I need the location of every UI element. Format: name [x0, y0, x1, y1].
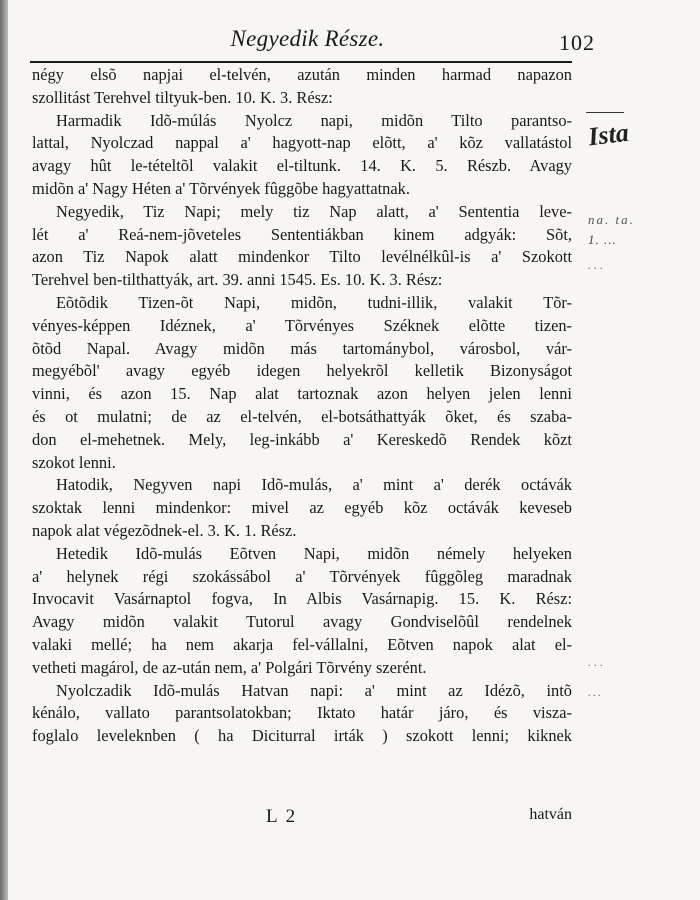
text-line: Negyedik, Tiz Napi; mely tiz Nap alatt, a' Sententia leve- — [56, 201, 572, 221]
handwritten-marginal-note: ... — [588, 258, 606, 272]
page-number: 102 — [559, 30, 595, 55]
handwritten-marginal-note: 1. ... — [588, 232, 617, 247]
text-line: azon Tiz Napok alatt mindenkor Tilto levélnélkûl-is a' Szokott — [32, 247, 572, 267]
text-line: Hetedik Idõ-mulás Eõtven Napi, midõn némely helyeken — [56, 543, 572, 563]
signature-mark: L 2 — [266, 806, 298, 827]
text-line: vényes-képpen Idéznek, a' Tõrvényes Széknek elõtte tizen- — [32, 315, 572, 335]
text-line: négy elsõ napjai el-telvén, azután minden harmad napazon — [32, 65, 572, 84]
text-line: lét a' Reá-nem-jõveteles Sententiákban kinem adgyák: Sõt, — [32, 224, 572, 244]
text-line: Terehvel ben-tilthattyák, art. 39. anni 1545. Es. 10. K. 3. Rész: — [32, 270, 443, 290]
text-line: õtõd Napal. Avagy midõn más tartománybol, városbol, vár- — [32, 338, 572, 358]
text-line: Invocavit Vasárnaptol fogva, In Albis Vasárnapig. 15. K. Rész: — [32, 589, 572, 609]
page-gutter-shadow — [0, 0, 8, 900]
text-line: Harmadik Idõ-múlás Nyolcz napi, midõn Tilto parantso- — [56, 110, 572, 130]
text-line: a' helynek régi szokássábol a' Tõrvények fûggõleg maradnak — [32, 566, 572, 586]
text-line: Nyolczadik Idõ-mulás Hatvan napi: a' mint az Idézõ, intõ — [56, 680, 572, 700]
text-line: lattal, Nyolczad nappal a' hagyott-nap elõtt, a' kõz vallatástol — [32, 133, 572, 153]
marginal-mark — [586, 112, 624, 113]
text-line: Hatodik, Negyven napi Idõ-mulás, a' mint a' derék octávák — [56, 475, 572, 495]
text-line: don el-mehetnek. Mely, leg-inkább a' Kereskedõ Rendek kõzt — [32, 429, 572, 449]
text-line: midõn a' Nagy Héten a' Tõrvények fûggõbe hagyattatnak. — [32, 178, 410, 198]
text-line: vinni, és azon 15. Nap alat tartoznak azon helyen jelen lenni — [32, 384, 572, 404]
text-line: vetheti magárol, de az-után nem, a' Polgári Tõrvény szerént. — [32, 657, 427, 677]
page-footer — [32, 806, 572, 830]
running-title: Negyedik Része. — [230, 26, 385, 51]
text-line: avagy hût le-tételtõl valakit el-tiltunk. 14. K. 5. Részb. Avagy — [32, 156, 572, 176]
handwritten-marginal-note: ... — [588, 655, 606, 669]
text-line: Eõtõdik Tizen-õt Napi, midõn, tudni-illik, valakit Tõr- — [56, 292, 572, 312]
text-line: szoktak lenni mindenkor: mivel az egyéb kõz octávák keveseb — [32, 498, 572, 518]
page-header — [20, 26, 595, 64]
header-rule — [30, 61, 572, 63]
text-line: szokot lenni. — [32, 452, 116, 472]
text-line: foglalo leveleknben ( ha Diciturral irták ) szokott lenni; kiknek — [32, 726, 572, 746]
handwritten-marginal-note: na. ta. — [588, 212, 635, 227]
catchword: hatván — [529, 806, 572, 823]
text-line: kénálo, vallato parantsolatokban; Iktato határ járo, és visza- — [32, 703, 572, 723]
text-line: megyébõl' avagy egyéb idegen helyekrõl kelletik Bizonyságot — [32, 361, 572, 381]
text-line: valaki mellé; ha nem akarja fel-vállalni, Eõtven napok alat el- — [32, 634, 572, 654]
text-line: és ot mulatni; de az el-telvén, el-botsáthattyák õket, és szaba- — [32, 406, 572, 426]
handwritten-marginal-note: ... — [588, 685, 603, 699]
text-line: napok alat végezõdnek-el. 3. K. 1. Rész. — [32, 520, 297, 540]
text-line: Avagy midõn valakit Tutorul avagy Gondviselõûl rendelnek — [32, 612, 572, 632]
handwritten-marginal-word: Ista — [586, 117, 631, 152]
text-line: szollitást Terehvel tiltyuk-ben. 10. K. 3. Rész: — [32, 87, 333, 107]
body-text — [32, 64, 572, 748]
